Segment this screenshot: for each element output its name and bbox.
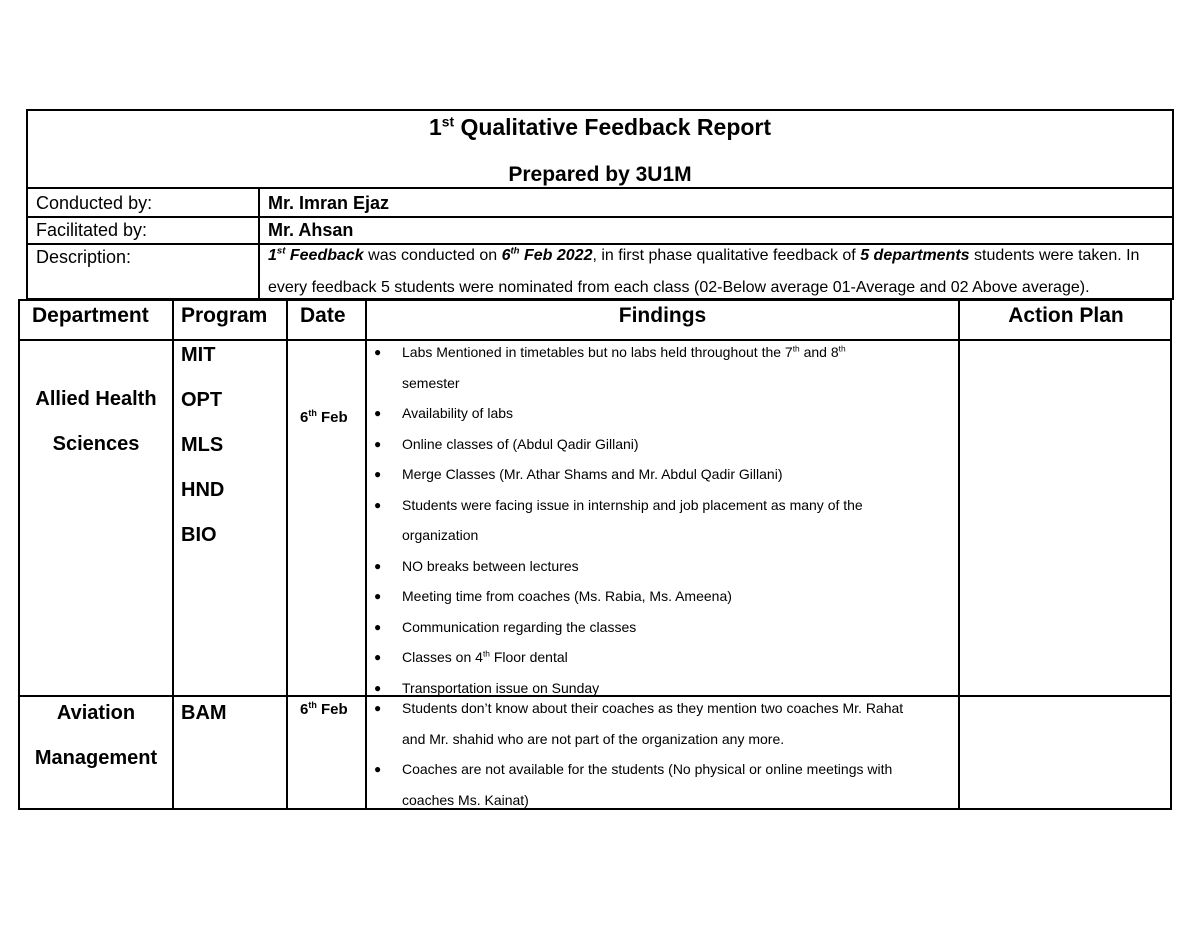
bullet-icon: ●	[374, 701, 382, 715]
column-divider	[365, 299, 367, 810]
list-item: ● Merge Classes (Mr. Athar Shams and Mr. Abdul Qadir Gillani)	[368, 459, 956, 490]
program-item: HND	[181, 479, 225, 501]
department-aviation-management: Aviation Management	[34, 702, 158, 769]
program-item: BAM	[181, 702, 227, 724]
header-findings: Findings	[618, 304, 707, 327]
program-list	[181, 333, 224, 558]
bullet-icon: ●	[374, 558, 382, 573]
list-item: ● Meeting time from coaches (Ms. Rabia, Ms. Ameena)	[368, 581, 956, 612]
list-item: ● Online classes of (Abdul Qadir Gillani)	[368, 429, 956, 460]
header-date: Date	[300, 304, 346, 327]
findings-list	[368, 693, 956, 815]
column-divider	[172, 299, 174, 810]
program-item: MLS	[181, 434, 224, 456]
header-action-plan: Action Plan	[1008, 304, 1124, 327]
list-item: ● NO breaks between lectures	[368, 551, 956, 582]
bullet-icon: ●	[374, 467, 382, 481]
header-program: Program	[181, 304, 268, 327]
prepared-by: Prepared by 3U1M	[508, 163, 692, 186]
bullet-icon: ●	[374, 436, 382, 451]
facilitated-by-value: Mr. Ahsan	[268, 220, 354, 240]
bullet-icon: ●	[374, 589, 382, 603]
facilitated-by-label: Facilitated by:	[36, 220, 148, 240]
list-item: ● Classes on 4th Floor dental	[368, 642, 956, 673]
bullet-icon: ●	[374, 619, 382, 634]
program-item: OPT	[181, 389, 223, 411]
column-divider	[286, 299, 288, 810]
program-list	[181, 691, 227, 736]
divider	[26, 216, 1174, 218]
list-item: ● Communication regarding the classes	[368, 612, 956, 643]
list-item: ● Transportation issue on Sunday	[368, 673, 956, 704]
list-item: ● Labs Mentioned in timetables but no labs held throughout the 7th and 8th semester	[368, 337, 956, 398]
header-department: Department	[32, 304, 149, 327]
description-text: 1st Feedback was conducted on 6th Feb 2022, in first phase qualitative feedback of 5 departments students were taken. In every feedback 5 students were nominated from each class (02-Below average 01-Average and 02 Above average).	[268, 245, 1140, 296]
program-item: BIO	[181, 524, 217, 546]
list-item: ● Coaches are not available for the students (No physical or online meetings with coaches Ms. Kainat)	[368, 754, 956, 815]
bullet-icon: ●	[374, 650, 382, 664]
list-item: ● Students were facing issue in internship and job placement as many of the organization	[368, 490, 956, 551]
description-label: Description:	[36, 247, 132, 267]
list-item: ● Availability of labs	[368, 398, 956, 429]
department-allied-health: Allied Health Sciences	[35, 388, 157, 455]
date-cell: 6th Feb	[300, 408, 348, 426]
bullet-icon: ●	[374, 497, 382, 512]
report-title: 1st Qualitative Feedback Report	[428, 114, 772, 140]
bullet-icon: ●	[374, 680, 382, 695]
date-cell: 6th Feb	[300, 700, 348, 718]
list-item: ● Students don’t know about their coaches as they mention two coaches Mr. Rahat and Mr. shahid who are not part of the organization any more.	[368, 693, 956, 754]
column-divider	[958, 299, 960, 810]
conducted-by-value: Mr. Imran Ejaz	[268, 193, 390, 213]
bullet-icon: ●	[374, 762, 382, 776]
findings-list	[368, 337, 956, 703]
bullet-icon: ●	[374, 345, 382, 359]
program-item: MIT	[181, 344, 216, 366]
conducted-by-label: Conducted by:	[36, 193, 153, 213]
bullet-icon: ●	[374, 406, 382, 420]
divider	[258, 187, 260, 300]
divider	[26, 187, 1174, 189]
